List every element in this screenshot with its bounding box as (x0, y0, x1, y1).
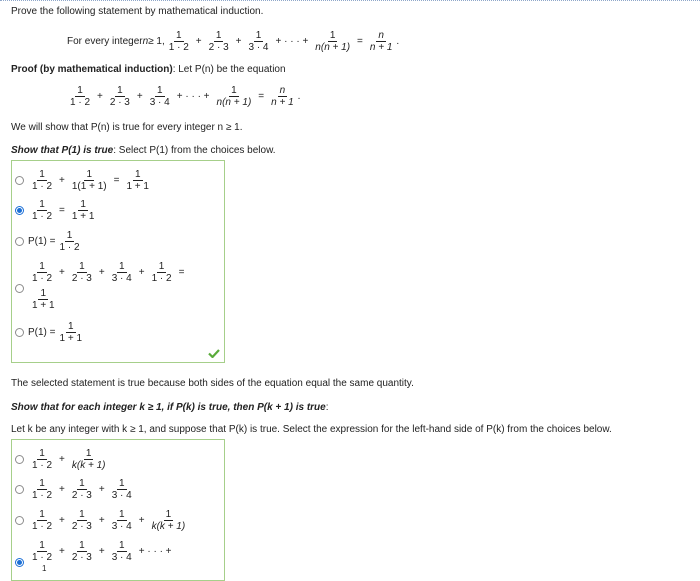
fraction: $\frac{1}{3 \cdot 4}$ (111, 540, 132, 563)
plus-sign: + (98, 267, 105, 278)
proof-heading-tail: : Let P(n) be the equation (172, 64, 286, 75)
fraction: $\frac{1}{1(1 + 1)}$ (71, 169, 107, 192)
ellipsis: + · · · + (176, 91, 210, 102)
radio-button-selected[interactable] (15, 558, 24, 567)
fraction: $\frac{1}{1 \cdot 2}$ (32, 169, 53, 192)
p1-heading (11, 145, 276, 156)
p1-choice-3[interactable] (15, 230, 84, 253)
plus-sign: + (59, 454, 65, 465)
fraction: $\frac{1}{1 \cdot 2}$ (168, 30, 189, 53)
radio-button[interactable] (15, 284, 24, 293)
pk-choice-box (11, 439, 225, 581)
period: . (297, 91, 301, 102)
pk-choice-2[interactable] (15, 478, 136, 501)
plus-sign: + (138, 267, 145, 278)
fraction: $\frac{1}{1 + 1}$ (59, 321, 83, 344)
p1-heading-bold: Show that P(1) is true (11, 145, 114, 156)
choice-4-body (28, 540, 175, 573)
radio-button-selected[interactable] (15, 206, 24, 215)
ellipsis: + · · · + (275, 36, 309, 47)
pk-heading (11, 402, 329, 413)
top-border (0, 0, 700, 1)
p1-choice-box (11, 160, 225, 363)
plus-sign: + (136, 91, 143, 102)
plus-sign: + (98, 484, 105, 495)
p1-heading-tail: : Select P(1) from the choices below. (113, 145, 276, 156)
fraction: $\frac{1}{1 \cdot 2}$ (59, 230, 80, 253)
pk-heading-tail: : (325, 402, 329, 413)
explanation-text: The selected statement is true because both sides of the equation equal the same quantity. (11, 378, 414, 389)
fraction: $\frac{1}{2 \cdot 3}$ (71, 478, 92, 501)
equals-sign: = (113, 175, 120, 186)
fraction: $\frac{1}{3 \cdot 4}$ (149, 85, 170, 108)
fraction: $\frac{1}{1 + 1}$ (126, 169, 149, 192)
fraction: $\frac{1}{1 + 1}$ (32, 288, 55, 311)
plus-sign: + (98, 546, 105, 557)
fraction: $\frac{1}{1 + 1}$ (71, 199, 95, 222)
plus-sign: + (59, 484, 65, 495)
cutoff-numerator: 1 (42, 564, 47, 573)
ellipsis: + · · · + (138, 546, 172, 557)
fraction: $\frac{1}{3 \cdot 4}$ (111, 509, 132, 532)
pk-choice-4[interactable] (15, 540, 175, 573)
proof-heading (11, 64, 286, 75)
pn-equation (66, 85, 300, 108)
choice-lhs: P(1) = (28, 327, 56, 338)
period: . (396, 36, 400, 47)
fraction: $\frac{1}{1 \cdot 2}$ (32, 540, 53, 563)
fraction: $\frac{1}{1 \cdot 2}$ (32, 199, 53, 222)
statement-var: n (142, 36, 149, 47)
equals-sign: = (357, 36, 363, 47)
fraction: $\frac{1}{n(n + 1)}$ (315, 30, 351, 53)
plus-sign: + (59, 267, 65, 278)
fraction: $\frac{1}{1 \cdot 2}$ (32, 478, 53, 501)
p1-choice-5[interactable] (15, 321, 86, 344)
plus-sign: + (59, 515, 65, 526)
statement-equation (67, 30, 399, 53)
fraction: $\frac{1}{k(k + 1)}$ (71, 448, 106, 471)
equals-sign: = (59, 205, 65, 216)
show-all-text: We will show that P(n) is true for every integer n ≥ 1. (11, 122, 243, 133)
fraction: $\frac{1}{3 \cdot 4}$ (248, 30, 269, 53)
fraction: $\frac{1}{1 \cdot 2}$ (32, 509, 53, 532)
p1-choice-2[interactable] (15, 199, 98, 222)
plus-sign: + (59, 175, 65, 186)
fraction: $\frac{1}{3 \cdot 4}$ (111, 478, 132, 501)
equals-sign: = (178, 267, 185, 278)
fraction: $\frac{1}{2 \cdot 3}$ (71, 540, 92, 563)
radio-button[interactable] (15, 516, 24, 525)
radio-button[interactable] (15, 455, 24, 464)
equals-sign: = (258, 91, 265, 102)
fraction: $\frac{1}{1 \cdot 2}$ (32, 261, 53, 284)
radio-button[interactable] (15, 328, 24, 337)
fraction: $\frac{n}{n + 1}$ (369, 30, 393, 53)
plus-sign: + (195, 36, 202, 47)
pk-choice-3[interactable] (15, 509, 189, 532)
pk-choice-1[interactable] (15, 448, 109, 471)
proof-heading-bold: Proof (by mathematical induction) (11, 64, 173, 75)
p1-choice-4[interactable] (15, 261, 187, 311)
fraction: $\frac{n}{n + 1}$ (271, 85, 294, 108)
statement-prefix: For every integer (67, 36, 143, 47)
statement-cond: ≥ 1, (148, 36, 165, 47)
radio-button[interactable] (15, 176, 24, 185)
fraction: $\frac{1}{2 \cdot 3}$ (208, 30, 229, 53)
fraction: $\frac{1}{3 \cdot 4}$ (111, 261, 132, 284)
plus-sign: + (59, 546, 65, 557)
instruction-text: Prove the following statement by mathematical induction. (11, 6, 264, 17)
fraction: $\frac{1}{2 \cdot 3}$ (71, 261, 92, 284)
radio-button[interactable] (15, 485, 24, 494)
pk-instruction: Let k be any integer with k ≥ 1, and suppose that P(k) is true. Select the expression for the left-hand side of P(k) from the choices below. (11, 424, 612, 435)
fraction: $\frac{1}{1 \cdot 2}$ (151, 261, 172, 284)
plus-sign: + (98, 515, 105, 526)
choice-lhs: P(1) = (28, 236, 56, 247)
checkmark-icon (208, 349, 220, 358)
fraction: $\frac{1}{1 \cdot 2}$ (32, 448, 53, 471)
fraction: $\frac{1}{2 \cdot 3}$ (109, 85, 130, 108)
fraction: $\frac{1}{n(n + 1)}$ (216, 85, 252, 108)
radio-button[interactable] (15, 237, 24, 246)
p1-choice-1[interactable] (15, 169, 153, 192)
plus-sign: + (138, 515, 145, 526)
fraction: $\frac{1}{1 \cdot 2}$ (70, 85, 91, 108)
choice-4-body (28, 261, 187, 311)
pk-heading-bold: Show that for each integer k ≥ 1, if P(k) is true, then P(k + 1) is true (11, 402, 326, 413)
plus-sign: + (97, 91, 103, 102)
plus-sign: + (235, 36, 242, 47)
fraction: $\frac{1}{k(k + 1)}$ (151, 509, 186, 532)
fraction: $\frac{1}{2 \cdot 3}$ (71, 509, 92, 532)
